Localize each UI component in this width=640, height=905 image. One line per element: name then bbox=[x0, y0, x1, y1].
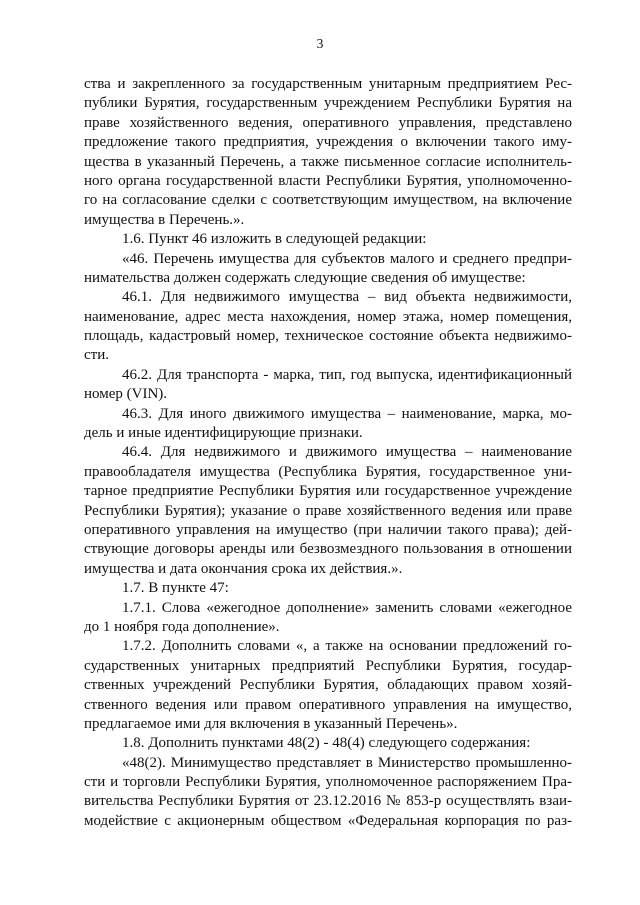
text-line: номер (VIN). bbox=[84, 386, 168, 403]
text-line: ства и закрепленного за государственным унитарным предприятием Рес- bbox=[84, 76, 572, 92]
text-line: дель и иные идентифицирующие признаки. bbox=[84, 425, 363, 442]
text-line: ственных учреждений Республики Бурятия, обладающих правом хозяй- bbox=[84, 677, 572, 694]
text-line: вительства Республики Бурятия от 23.12.2016 № 853-р осуществлять взаи- bbox=[84, 793, 572, 810]
text-line: «48(2). Минимущество представляет в Министерство промышленно- bbox=[122, 754, 572, 771]
text-line: площадь, кадастровый номер, техническое состояние объекта недвижимо- bbox=[84, 328, 572, 345]
text-line: наименование, адрес места нахождения, номер этажа, номер помещения, bbox=[84, 308, 572, 325]
text-line: имущества в Перечень.». bbox=[84, 211, 245, 228]
text-line: сти. bbox=[84, 347, 109, 364]
text-line: предложение такого предприятия, учреждения о включении такого иму- bbox=[84, 134, 572, 151]
text-line: 1.7. В пункте 47: bbox=[122, 580, 229, 597]
text-line: 1.6. Пункт 46 изложить в следующей редакции: bbox=[122, 231, 427, 248]
text-line: сти и торговли Республики Бурятия, уполномоченное распоряжением Пра- bbox=[84, 774, 572, 791]
text-line: 1.8. Дополнить пунктами 48(2) - 48(4) следующего содержания: bbox=[122, 735, 531, 752]
text-line: ного органа государственной власти Республики Бурятия, уполномоченно- bbox=[84, 172, 572, 189]
text-line: 46.4. Для недвижимого и движимого имущества – наименование bbox=[122, 444, 572, 461]
text-line: праве хозяйственного ведения, оперативного управления, представлено bbox=[84, 114, 572, 131]
text-line: тарное предприятие Республики Бурятия или государственное учреждение bbox=[84, 483, 572, 500]
text-line: нимательства должен содержать следующие сведения об имуществе: bbox=[84, 269, 526, 286]
text-line: сударственных унитарных предприятий Республики Бурятия, государ- bbox=[84, 657, 572, 674]
text-line: 1.7.2. Дополнить словами «, а также на основании предложений го- bbox=[122, 638, 572, 655]
text-line: оперативного управления на имущество (при наличии такого права); дей- bbox=[84, 521, 572, 538]
text-line: имущества и дата окончания срока их действия.». bbox=[84, 560, 403, 577]
text-line: Республики Бурятия); указание о праве хозяйственного ведения или праве bbox=[84, 502, 572, 519]
text-line: предлагаемое ими для включения в указанный Перечень». bbox=[84, 715, 458, 732]
text-line: го на согласование сделки с соответствующим имуществом, на включение bbox=[84, 192, 572, 209]
page-number: 3 bbox=[316, 36, 324, 51]
text-line: ствующие договоры аренды или безвозмездного пользования в отношении bbox=[84, 541, 572, 558]
text-line: правообладателя имущества (Республика Бурятия, государственное уни- bbox=[84, 463, 572, 480]
text-line: модействие с акционерным обществом «Федеральная корпорация по раз- bbox=[84, 812, 572, 829]
text-line: публики Бурятия, государственным учреждением Республики Бурятия на bbox=[84, 95, 572, 112]
text-line: ственного ведения или правом оперативного управления на имущество, bbox=[84, 696, 572, 713]
text-line: до 1 ноября года дополнение». bbox=[84, 618, 280, 635]
document-body bbox=[84, 75, 572, 831]
text-line: 46.3. Для иного движимого имущества – наименование, марка, мо- bbox=[122, 405, 572, 422]
text-line: «46. Перечень имущества для субъектов малого и среднего предпри- bbox=[122, 250, 572, 267]
text-line: 46.1. Для недвижимого имущества – вид объекта недвижимости, bbox=[122, 289, 572, 306]
text-line: щества в указанный Перечень, а также письменное согласие исполнитель- bbox=[84, 153, 572, 170]
text-line: 1.7.1. Слова «ежегодное дополнение» заменить словами «ежегодное bbox=[122, 599, 572, 616]
text-line: 46.2. Для транспорта - марка, тип, год выпуска, идентификационный bbox=[122, 366, 572, 383]
